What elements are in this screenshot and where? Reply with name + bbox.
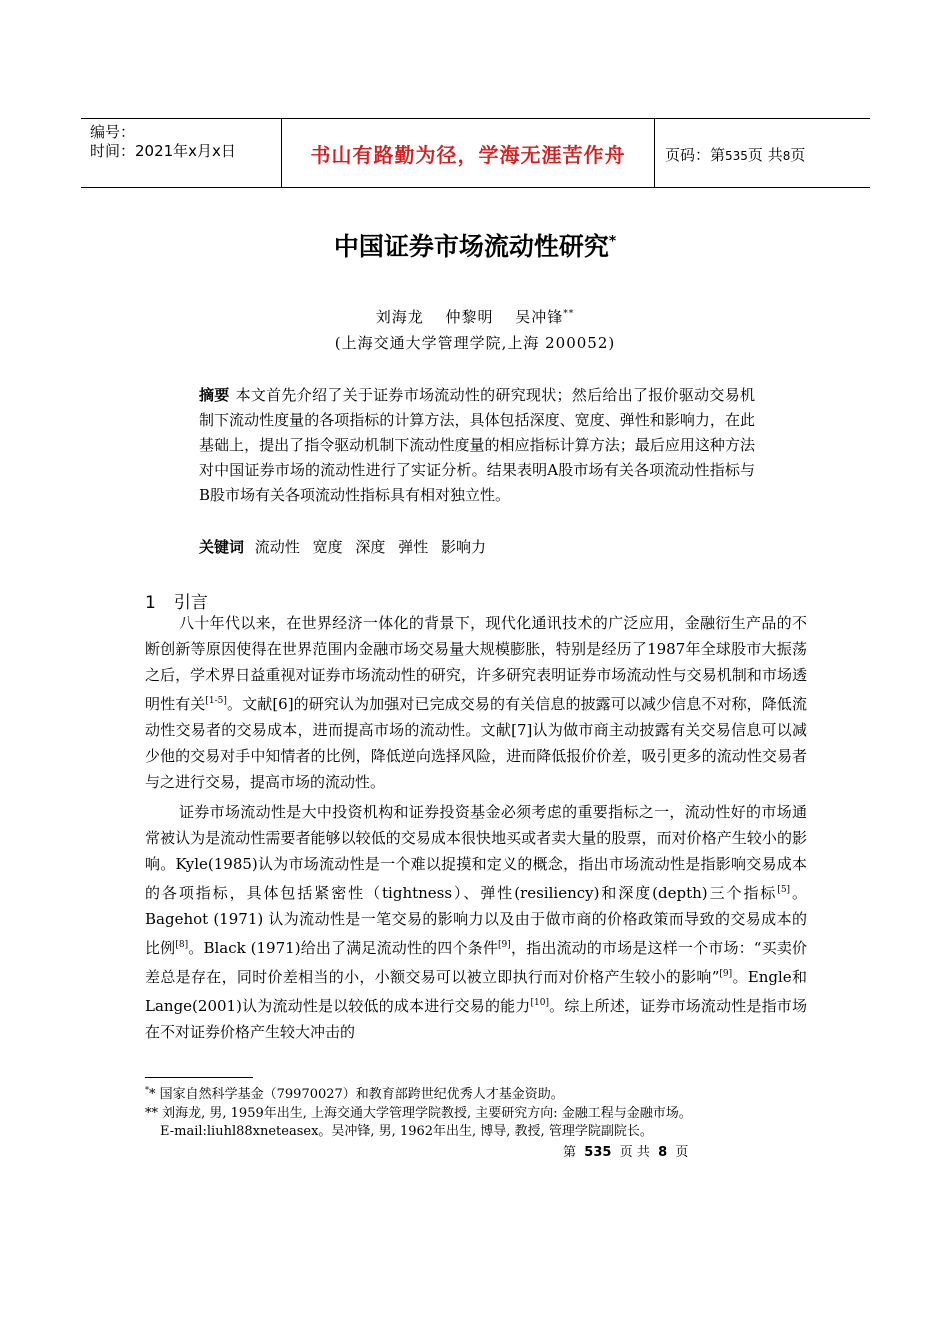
abstract-label: 摘要 — [199, 386, 230, 404]
section-title: 引言 — [173, 593, 208, 613]
paragraph-1: 八十年代以来，在世界经济一体化的背景下，现代化通讯技术的广泛应用，金融衍生产品的不断创新等原因使得在世界范围内金融市场交易量大规模膨胀，特别是经历了1987年全球股市大振荡之后，学术界日益重视对证券市场流动性的研究，许多研究表明证券市场流动性与交易机制和市场透明性有关[1-5]。文献[6]的研究认为加强对已完成交易的有关信息的披露可以减少信息不对称，降低流动性交易者的交易成本，进而提高市场的流动性。文献[7]认为做市商主动披露有关交易信息可以减少他的交易对手中知情者的比例，降低逆向选择风险，进而降低报价价差，吸引更多的流动性交易者与之进行交易，提高市场的流动性。 — [145, 614, 807, 791]
page-indicator: 页码：第535页 共8页 — [665, 146, 806, 164]
page-footer: 第 535 页 共 8 页 — [563, 1145, 689, 1160]
number-label: 编号： — [90, 123, 136, 141]
header-info-cell — [81, 119, 280, 187]
footnote-divider — [145, 1077, 253, 1078]
citation: [9] — [498, 940, 511, 950]
author-2: 仲黎明 — [445, 308, 494, 326]
header-motto-cell — [281, 119, 655, 187]
affiliation: (上海交通大学管理学院,上海 200052) — [334, 334, 616, 352]
time-label: 时间：2021年x月x日 — [90, 142, 236, 160]
motto: 书山有路勤为径，学海无涯苦作舟 — [310, 143, 626, 167]
header-page-cell — [655, 119, 870, 187]
body-text — [145, 610, 807, 1049]
footnote-1: ** 国家自然科学基金（79970027）和教育部跨世纪优秀人才基金资助。 — [145, 1085, 564, 1102]
footnote-2: ** 刘海龙, 男, 1959年出生, 上海交通大学管理学院教授, 主要研究方向: 金融工程与金融市场。 — [145, 1106, 692, 1121]
author-list — [0, 306, 950, 327]
keyword-term: 流动性 — [254, 538, 300, 556]
keywords-label: 关键词 — [199, 538, 245, 556]
paragraph-2: 证券市场流动性是大中投资机构和证券投资基金必须考虑的重要指标之一，流动性好的市场通常被认为是流动性需要者能够以较低的交易成本很快地买或者卖大量的股票，而对价格产生较小的影响。Kyle(1985)认为市场流动性是一个难以捉摸和定义的概念，指出市场流动性是指影响交易成本的各项指标，具体包括紧密性（tightness）、弹性(resiliency)和深度(depth)三个指标[5]。Bagehot (1971) 认为流动性是一笔交易的影响力以及由于做市商的价格政策而导致的交易成本的比例[8]。Black (1971)给出了满足流动性的四个条件[9]，指出流动的市场是这样一个市场：“买卖价差总是存在，同时价差相当的小，小额交易可以被立即执行而对价格产生较小的影响”[9]。Engle和Lange(2001)认为流动性是以较低的成本进行交易的能力[10]。综上所述，证券市场流动性是指市场在不对证券价格产生较大冲击的 — [145, 803, 807, 1041]
citation: [9] — [719, 969, 733, 979]
header-table — [81, 118, 870, 188]
citation: [10] — [530, 998, 549, 1008]
keyword-term: 深度 — [355, 538, 386, 556]
citation: [1-5] — [205, 696, 227, 706]
title-footnote-mark: * — [608, 233, 617, 250]
page-total: 8 — [782, 149, 791, 163]
page-current: 535 — [725, 149, 748, 163]
section-number: 1 — [145, 593, 156, 613]
paper-title: 中国证券市场流动性研究* — [333, 232, 617, 261]
footer-page-current: 535 — [584, 1145, 612, 1160]
citation: [8] — [175, 940, 189, 950]
abstract-text: 本文首先介绍了关于证券市场流动性的研究现状；然后给出了报价驱动交易机制下流动性度量的各项指标的计算方法，具体包括深度、宽度、弹性和影响力，在此基础上，提出了指令驱动机制下流动性度量的相应指标计算方法；最后应用这种方法对中国证券市场的流动性进行了实证分析。结果表明A股市场有关各项流动性指标与B股市场有关各项流动性指标具有相对独立性。 — [199, 386, 755, 504]
citation: [5] — [777, 885, 791, 895]
keywords — [199, 536, 494, 557]
keyword-term: 影响力 — [440, 538, 486, 556]
footnote-3: E-mail:liuhl88xneteasex。吴冲锋, 男, 1962年出生, 博导, 教授, 管理学院副院长。 — [160, 1124, 653, 1139]
author-3: 吴冲锋** — [515, 308, 575, 326]
abstract — [199, 383, 755, 508]
footer-page-total: 8 — [658, 1145, 668, 1160]
author-1: 刘海龙 — [375, 308, 424, 326]
keyword-term: 宽度 — [312, 538, 343, 556]
keyword-term: 弹性 — [398, 538, 429, 556]
